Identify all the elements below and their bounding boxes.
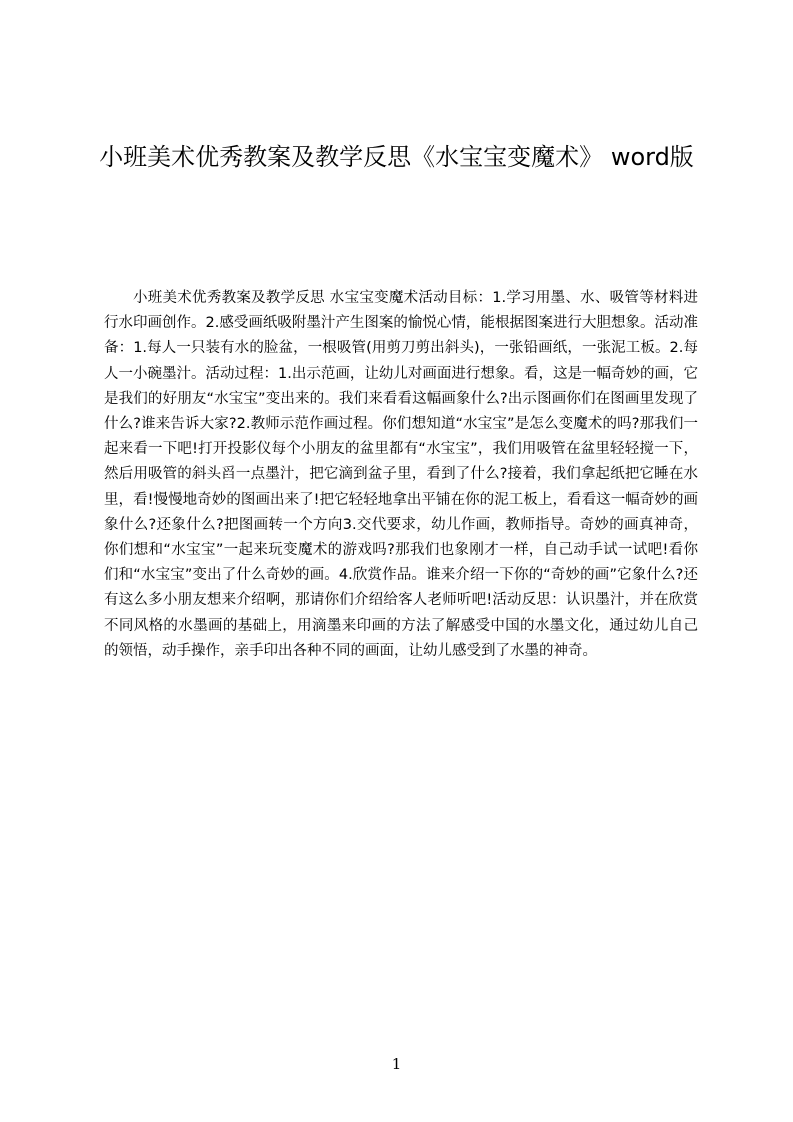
document-body-paragraph: 小班美术优秀教案及教学反思 水宝宝变魔术活动目标：1.学习用墨、水、吸管等材料进行水印画创作。2.感受画纸吸附墨汁产生图案的愉悦心情，能根据图案进行大胆想象。活动准备：1.每人一只装有水的脸盆，一根吸管(用剪刀剪出斜头)，一张铅画纸，一张泥工板。2.每人一小碗墨汁。活动过程：1.出示范画，让幼儿对画面进行想象。看，这是一幅奇妙的画，它是我们的好朋友“水宝宝”变出来的。我们来看看这幅画象什么?出示图画你们在图画里发现了什么?谁来告诉大家?2.教师示范作画过程。你们想知道“水宝宝”是怎么变魔术的吗?那我们一起来看一下吧!打开投影仪每个小朋友的盆里都有“水宝宝”，我们用吸管在盆里轻轻搅一下，然后用吸管的斜头舀一点墨汁，把它滴到盆子里，看到了什么?接着，我们拿起纸把它睡在水里，看!慢慢地奇妙的图画出来了!把它轻轻地拿出平铺在你的泥工板上，看看这一幅奇妙的画象什么?还象什么?把图画转一个方向3.交代要求，幼儿作画，教师指导。奇妙的画真神奇，你们想和“水宝宝”一起来玩变魔术的游戏吗?那我们也象刚才一样，自己动手试一试吧!看你们和“水宝宝”变出了什么奇妙的画。4.欣赏作品。谁来介绍一下你的“奇妙的画”它象什么?还有这么多小朋友想来介绍啊，那请你们介绍给客人老师听吧!活动反思：认识墨汁，并在欣赏不同风格的水墨画的基础上，用滴墨来印画的方法了解感受中国的水墨文化，通过幼儿自己的领悟，动手操作，亲手印出各种不同的画面，让幼儿感受到了水墨的神奇。: [104, 290, 698, 659]
page-number: 1: [391, 1055, 402, 1073]
document-title: 小班美术优秀教案及教学反思《水宝宝变魔术》 word版: [99, 143, 694, 171]
